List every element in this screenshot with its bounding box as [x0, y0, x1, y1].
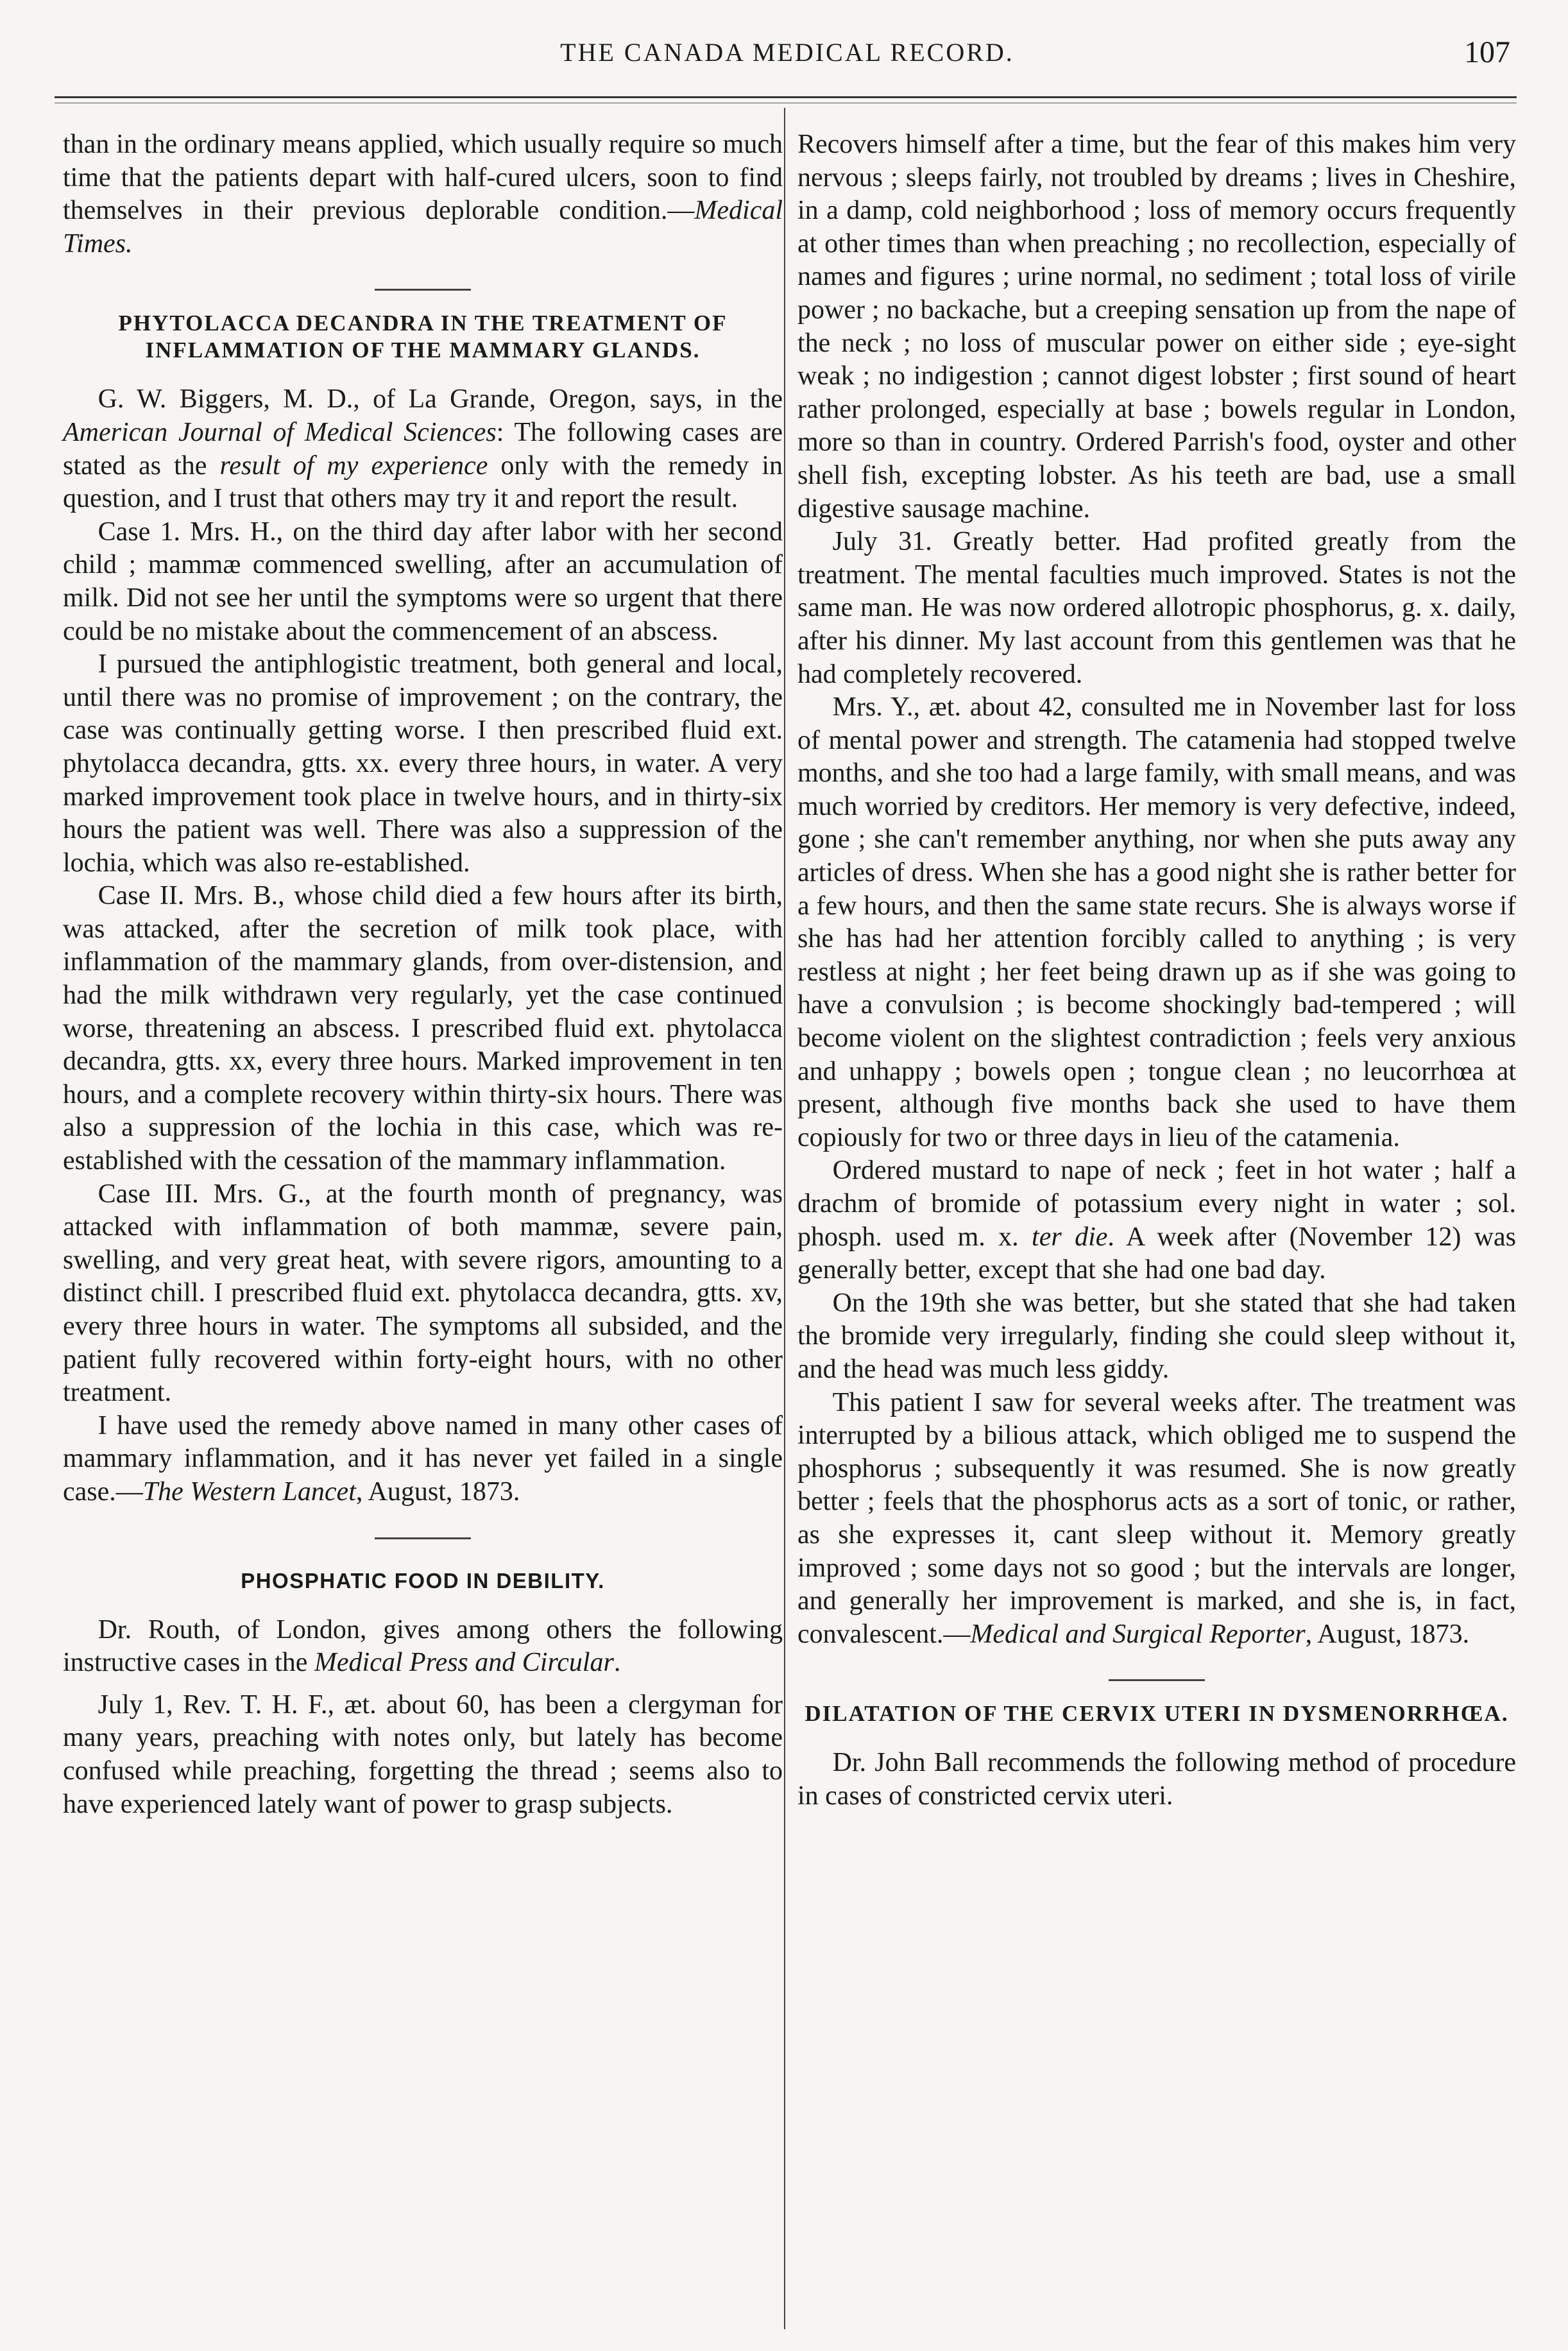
case-paragraph: On the 19th she was better, but she stated that she had taken the bromide very irregularly, finding she could sleep without it, and the head was much less giddy.: [797, 1288, 1516, 1384]
right-column: [797, 128, 1516, 1813]
article-intro: Dr. Routh, of London, gives among others the following instructive cases in the Medical Press and Circular.: [63, 1614, 783, 1678]
column-divider: [784, 108, 785, 2329]
case-paragraph: Case 1. Mrs. H., on the third day after labor with her second child ; mammæ commenced swelling, after an accumulation of milk. Did not see her until the symptoms were so urgent that there could be no mistake about the commencement of an abscess.: [63, 517, 783, 646]
article-intro: G. W. Biggers, M. D., of La Grande, Oregon, says, in the American Journal of Medical Sciences: The following cases are stated as the result of my experience only with the remedy in question, and I trust that others may try it and report the result.: [63, 384, 783, 514]
running-head: [58, 31, 1517, 76]
case-paragraph: Mrs. Y., æt. about 42, consulted me in November last for loss of mental power and strength. The catamenia had stopped twelve months, and she too had a large family, with small means, and was much worried by creditors. Her memory is very defective, indeed, gone ; she can't remember anything, nor when she puts away any articles of dress. When she has a good night she is rather better for a few hours, and then the same state recurs. She is always worse if she has had her attention forcibly called to anything ; is very restless at night ; her feet being drawn up as if she was going to have a convulsion ; is become shockingly bad-tempered ; will become violent on the slightest contradiction ; feels very anxious and unhappy ; bowels open ; tongue clean ; no leucorrhœa at present, although five months back she used to have them copiously for two or three days in lieu of the catamenia.: [797, 692, 1516, 1152]
article-heading-phytolacca: PHYTOLACCA DECANDRA IN THE TREATMENT OF INFLAMMATION OF THE MAMMARY GLANDS.: [118, 311, 728, 363]
article-heading-dilatation: DILATATION OF THE CERVIX UTERI IN DYSMENORRHŒA.: [805, 1701, 1509, 1727]
left-column: [63, 128, 783, 1821]
case-paragraph: July 1, Rev. T. H. F., æt. about 60, has been a clergyman for many years, preaching with notes only, but lately has become confused while preaching, forgetting the thread ; seems also to have experienced lately want of power to grasp subjects.: [63, 1689, 783, 1819]
page-number: 107: [1464, 35, 1510, 69]
case-paragraph: July 31. Greatly better. Had profited greatly from the treatment. The mental faculties much improved. States is not the same man. He was now ordered allotropic phosphorus, g. x. daily, after his dinner. My last account from this gentlemen was that he had completely recovered.: [797, 527, 1516, 689]
treatment-paragraph: Ordered mustard to nape of neck ; feet in hot water ; half a drachm of bromide of potassium every night in water ; sol. phosph. used m. x. ter die. A week after (November 12) was generally better, except that she had one bad day.: [797, 1156, 1517, 1285]
closing-paragraph: I have used the remedy above named in many other cases of mammary inflammation, and it has never yet failed in a single case.—The Western Lancet, August, 1873.: [63, 1410, 783, 1507]
closing-paragraph: This patient I saw for several weeks after. The treatment was interrupted by a bilious attack, which obliged me to suspend the phosphorus ; subsequently it was resumed. She is now greatly better ; feels that the phosphorus acts as a sort of tonic, or rather, as she expresses it, cant sleep without it. Memory greatly improved ; some days not so good ; but the intervals are longer, and generally her improvement is marked, and she is, in fact, convalescent.—Medical and Surgical Reporter, August, 1873.: [797, 1387, 1516, 1649]
header-rule: [55, 96, 1517, 98]
continuation-paragraph: than in the ordinary means applied, which usually require so much time that the patients depart with half-cured ulcers, soon to find themselves in their previous deplorable condition.—Medical Times.: [63, 130, 783, 259]
article-heading-phosphatic: PHOSPHATIC FOOD IN DEBILITY.: [241, 1568, 605, 1593]
case-paragraph: Case II. Mrs. B., whose child died a few hours after its birth, was attacked, after the secretion of milk took place, with inflammation of the mammary glands, from over-distension, and had the milk withdrawn very regularly, yet the case continued worse, threatening an abscess. I prescribed fluid ext. phytolacca decandra, gtts. xx, every three hours. Marked improvement in ten hours, and a complete recovery within thirty-six hours. There was also a suppression of the lochia in this case, which was re-established with the cessation of the mammary inflammation.: [63, 881, 783, 1176]
running-title: THE CANADA MEDICAL RECORD.: [560, 38, 1014, 67]
case-continuation: Recovers himself after a time, but the fear of this makes him very nervous ; sleeps fairly, not troubled by dreams ; lives in Cheshire, in a damp, cold neighborhood ; loss of memory occurs frequently at other times than when preaching ; no recollection, especially of names and figures ; urine normal, no sediment ; total loss of virile power ; no backache, but a creeping sensation up from the nape of the neck ; no loss of muscular power on either side ; eye-sight weak ; no indigestion ; cannot digest lobster ; first sound of heart rather prolonged, especially at base ; bowels regular in London, more so than in country. Ordered Parrish's food, oyster and other shell fish, excepting lobster. As his teeth are bad, use a small digestive sausage machine.: [797, 130, 1516, 524]
source-citation: Medical Times.: [63, 196, 783, 259]
treatment-paragraph: I pursued the antiphlogistic treatment, both general and local, until there was no promise of improvement ; on the contrary, the case was continually getting worse. I then prescribed fluid ext. phytolacca decandra, gtts. xx. every three hours, in water. A very marked improvement took place in twelve hours, and in thirty-six hours the patient was well. There was also a suppression of the lochia, which was also re-established.: [63, 649, 783, 878]
case-paragraph: Case III. Mrs. G., at the fourth month of pregnancy, was attacked with inflammation of both mammæ, severe pain, swelling, and very great heat, with severe rigors, amounting to a distinct chill. I prescribed fluid ext. phytolacca decandra, gtts. xv, every three hours in water. The symptoms all subsided, and the patient fully recovered within forty-eight hours, with no other treatment.: [63, 1179, 783, 1408]
article-intro: Dr. John Ball recommends the following method of procedure in cases of constricted cervix uteri.: [797, 1748, 1516, 1811]
